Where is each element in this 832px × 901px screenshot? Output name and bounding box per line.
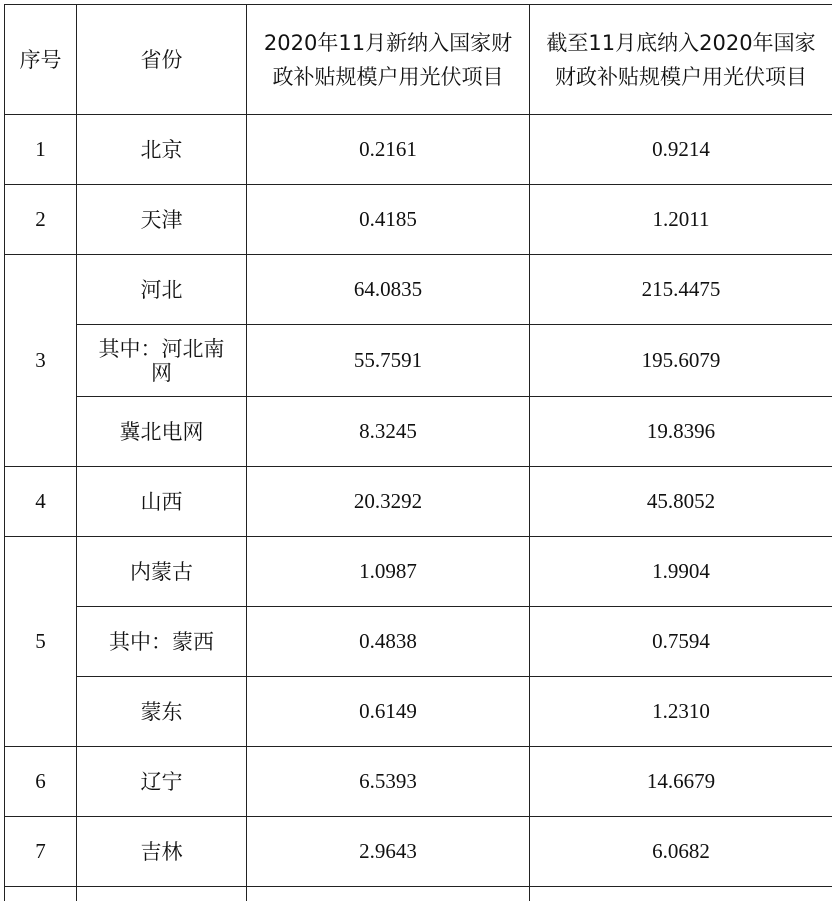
row-new-nov: 1.0987 xyxy=(247,537,530,607)
row-cumulative: 195.6079 xyxy=(530,325,832,397)
table-row xyxy=(5,115,832,185)
row-province: 内蒙古 xyxy=(77,537,247,607)
row-new-nov: 6.5393 xyxy=(247,747,530,817)
row-new-nov: 2.9643 xyxy=(247,817,530,887)
row-new-nov: 20.3292 xyxy=(247,467,530,537)
row-province: 辽宁 xyxy=(77,747,247,817)
row-province: 冀北电网 xyxy=(77,397,247,467)
row-new-nov: 0.4838 xyxy=(247,607,530,677)
header-row xyxy=(5,5,832,115)
row-index: 6 xyxy=(5,747,77,817)
header-index: 序号 xyxy=(5,5,77,115)
row-cumulative: 1.2011 xyxy=(530,185,832,255)
row-cumulative: 45.8052 xyxy=(530,467,832,537)
row-index xyxy=(5,887,77,901)
table-row xyxy=(5,185,832,255)
row-new-nov: 0.2161 xyxy=(247,115,530,185)
row-province: 其中：蒙西 xyxy=(77,607,247,677)
row-index: 2 xyxy=(5,185,77,255)
row-cumulative: 1.2310 xyxy=(530,677,832,747)
table-row xyxy=(5,467,832,537)
row-index: 3 xyxy=(5,255,77,467)
row-province: 北京 xyxy=(77,115,247,185)
row-cumulative: 6.0682 xyxy=(530,817,832,887)
table-row xyxy=(5,817,832,887)
row-index: 5 xyxy=(5,537,77,747)
header-cumulative: 截至11月底纳入2020年国家财政补贴规模户用光伏项目 xyxy=(530,5,832,115)
row-cumulative: 19.8396 xyxy=(530,397,832,467)
row-cumulative: 14.6679 xyxy=(530,747,832,817)
table-row xyxy=(5,607,832,677)
row-cumulative: 215.4475 xyxy=(530,255,832,325)
table-row xyxy=(5,397,832,467)
row-index: 1 xyxy=(5,115,77,185)
table-row-partial xyxy=(5,887,832,901)
header-province: 省份 xyxy=(77,5,247,115)
row-new-nov: 8.3245 xyxy=(247,397,530,467)
row-cumulative: 0.9214 xyxy=(530,115,832,185)
row-new-nov: 64.0835 xyxy=(247,255,530,325)
row-province: 天津 xyxy=(77,185,247,255)
subsidy-table xyxy=(4,4,832,901)
table-row xyxy=(5,325,832,397)
table-row xyxy=(5,255,832,325)
table-row xyxy=(5,677,832,747)
row-province: 山西 xyxy=(77,467,247,537)
row-index: 7 xyxy=(5,817,77,887)
row-new-nov: 55.7591 xyxy=(247,325,530,397)
row-province: 吉林 xyxy=(77,817,247,887)
row-new-nov xyxy=(247,887,530,901)
table-row xyxy=(5,537,832,607)
row-province xyxy=(77,887,247,901)
table-row xyxy=(5,747,832,817)
row-province: 蒙东 xyxy=(77,677,247,747)
row-new-nov: 0.6149 xyxy=(247,677,530,747)
row-index: 4 xyxy=(5,467,77,537)
header-new-nov: 2020年11月新纳入国家财政补贴规模户用光伏项目 xyxy=(247,5,530,115)
row-cumulative: 1.9904 xyxy=(530,537,832,607)
row-cumulative xyxy=(530,887,832,901)
row-cumulative: 0.7594 xyxy=(530,607,832,677)
row-new-nov: 0.4185 xyxy=(247,185,530,255)
row-province: 其中：河北南网 xyxy=(77,325,247,397)
row-province: 河北 xyxy=(77,255,247,325)
